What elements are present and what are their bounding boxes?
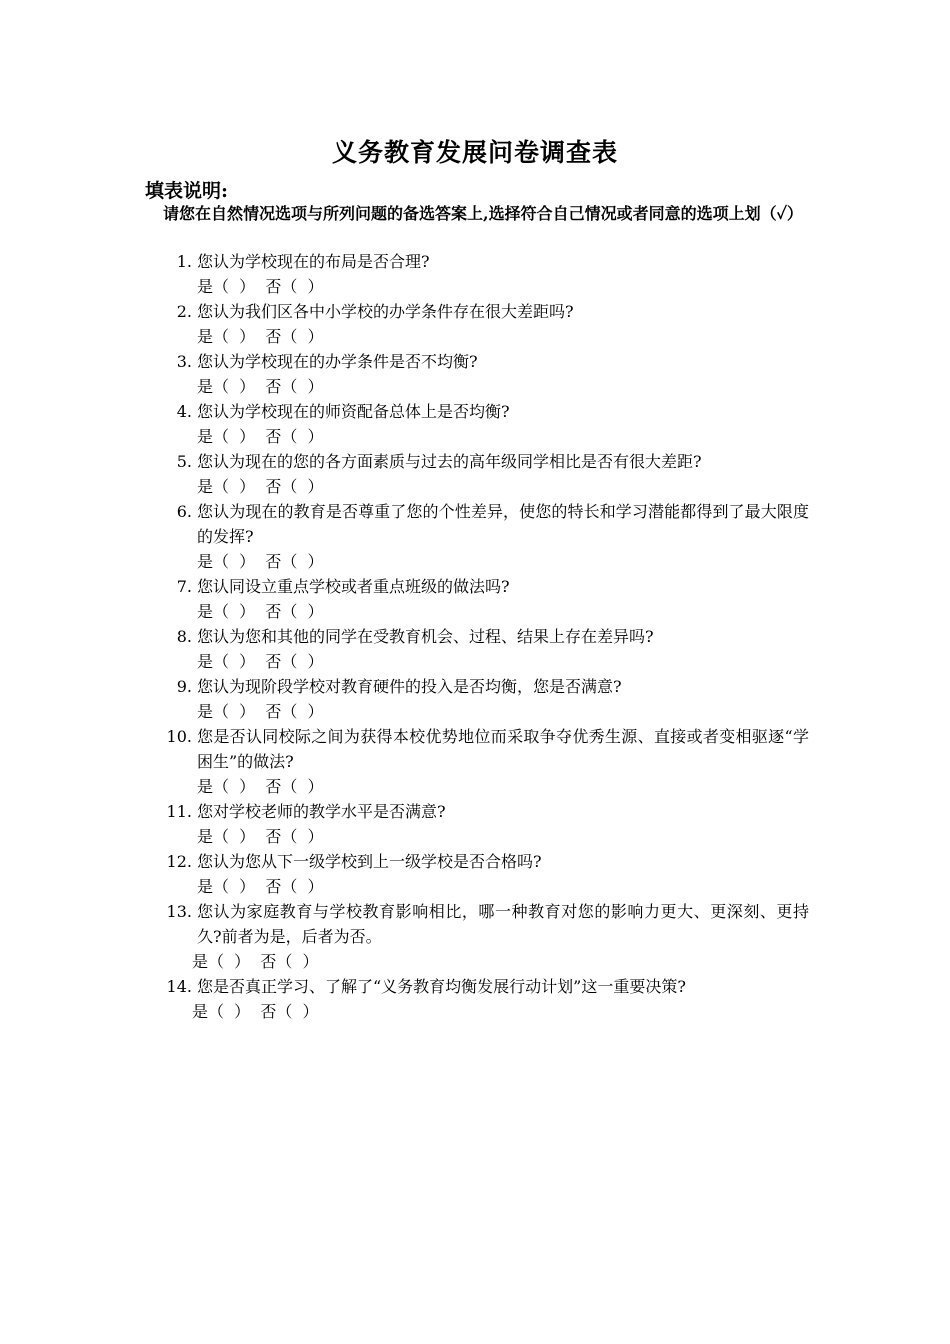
answer-options[interactable]: 是（ ） 否（ ） xyxy=(197,702,324,721)
answer-options[interactable]: 是（ ） 否（ ） xyxy=(197,552,324,571)
answer-options[interactable]: 是（ ） 否（ ） xyxy=(197,777,324,796)
question-item xyxy=(0,299,950,349)
answer-options[interactable]: 是（ ） 否（ ） xyxy=(197,877,324,896)
question-text: 您是否认同校际之间为获得本校优势地位而采取争夺优秀生源、直接或者变相驱逐“学困生”的做法? xyxy=(197,727,809,771)
question-number: 14. xyxy=(166,977,192,996)
answer-options[interactable]: 是（ ） 否（ ） xyxy=(197,327,324,346)
answer-options[interactable]: 是（ ） 否（ ） xyxy=(197,602,324,621)
question-item xyxy=(0,849,950,899)
question-item xyxy=(0,349,950,399)
answer-options[interactable]: 是（ ） 否（ ） xyxy=(192,952,319,971)
question-number: 4. xyxy=(176,402,192,421)
question-item xyxy=(0,574,950,624)
instructions-heading: 填表说明: xyxy=(145,180,229,202)
question-text: 您认为学校现在的办学条件是否不均衡? xyxy=(197,352,478,371)
answer-options[interactable]: 是（ ） 否（ ） xyxy=(197,427,324,446)
question-text: 您认为家庭教育与学校教育影响相比，哪一种教育对您的影响力更大、更深刻、更持久?前者为是，后者为否。 xyxy=(197,902,809,946)
page-title: 义务教育发展问卷调查表 xyxy=(331,138,618,167)
answer-options[interactable]: 是（ ） 否（ ） xyxy=(197,277,324,296)
question-number: 12. xyxy=(166,852,192,871)
instructions-text: 请您在自然情况选项与所列问题的备选答案上,选择符合自己情况或者同意的选项上划（✓） xyxy=(163,204,803,223)
question-text: 您认为您和其他的同学在受教育机会、过程、结果上存在差异吗? xyxy=(197,627,654,646)
question-item xyxy=(0,399,950,449)
question-number: 9. xyxy=(176,677,192,696)
question-number: 3. xyxy=(176,352,192,371)
question-item xyxy=(0,724,950,799)
question-item xyxy=(0,249,950,299)
question-text: 您是否真正学习、了解了“义务教育均衡发展行动计划”这一重要决策? xyxy=(197,977,686,996)
question-number: 8. xyxy=(176,627,192,646)
question-text: 您对学校老师的教学水平是否满意? xyxy=(197,802,446,821)
question-number: 11. xyxy=(166,802,192,821)
question-text: 您认为现在的教育是否尊重了您的个性差异，使您的特长和学习潜能都得到了最大限度的发挥? xyxy=(197,502,809,546)
answer-options[interactable]: 是（ ） 否（ ） xyxy=(192,1002,319,1021)
question-text: 您认为您从下一级学校到上一级学校是否合格吗? xyxy=(197,852,542,871)
question-number: 13. xyxy=(166,902,192,921)
question-text: 您认为学校现在的师资配备总体上是否均衡? xyxy=(197,402,510,421)
question-item xyxy=(0,974,950,1024)
answer-options[interactable]: 是（ ） 否（ ） xyxy=(197,377,324,396)
question-text: 您认同设立重点学校或者重点班级的做法吗? xyxy=(197,577,510,596)
question-item xyxy=(0,499,950,574)
question-list xyxy=(0,249,950,1024)
question-number: 5. xyxy=(176,452,192,471)
question-number: 2. xyxy=(176,302,192,321)
answer-options[interactable]: 是（ ） 否（ ） xyxy=(197,477,324,496)
answer-options[interactable]: 是（ ） 否（ ） xyxy=(197,827,324,846)
question-text: 您认为我们区各中小学校的办学条件存在很大差距吗? xyxy=(197,302,574,321)
question-text: 您认为现阶段学校对教育硬件的投入是否均衡，您是否满意? xyxy=(197,677,622,696)
question-item xyxy=(0,624,950,674)
question-item xyxy=(0,799,950,849)
question-number: 1. xyxy=(176,252,192,271)
question-number: 7. xyxy=(176,577,192,596)
question-item xyxy=(0,674,950,724)
question-item xyxy=(0,899,950,974)
question-text: 您认为现在的您的各方面素质与过去的高年级同学相比是否有很大差距? xyxy=(197,452,702,471)
answer-options[interactable]: 是（ ） 否（ ） xyxy=(197,652,324,671)
question-number: 10. xyxy=(166,727,192,746)
question-number: 6. xyxy=(176,502,192,521)
question-item xyxy=(0,449,950,499)
question-text: 您认为学校现在的布局是否合理? xyxy=(197,252,430,271)
